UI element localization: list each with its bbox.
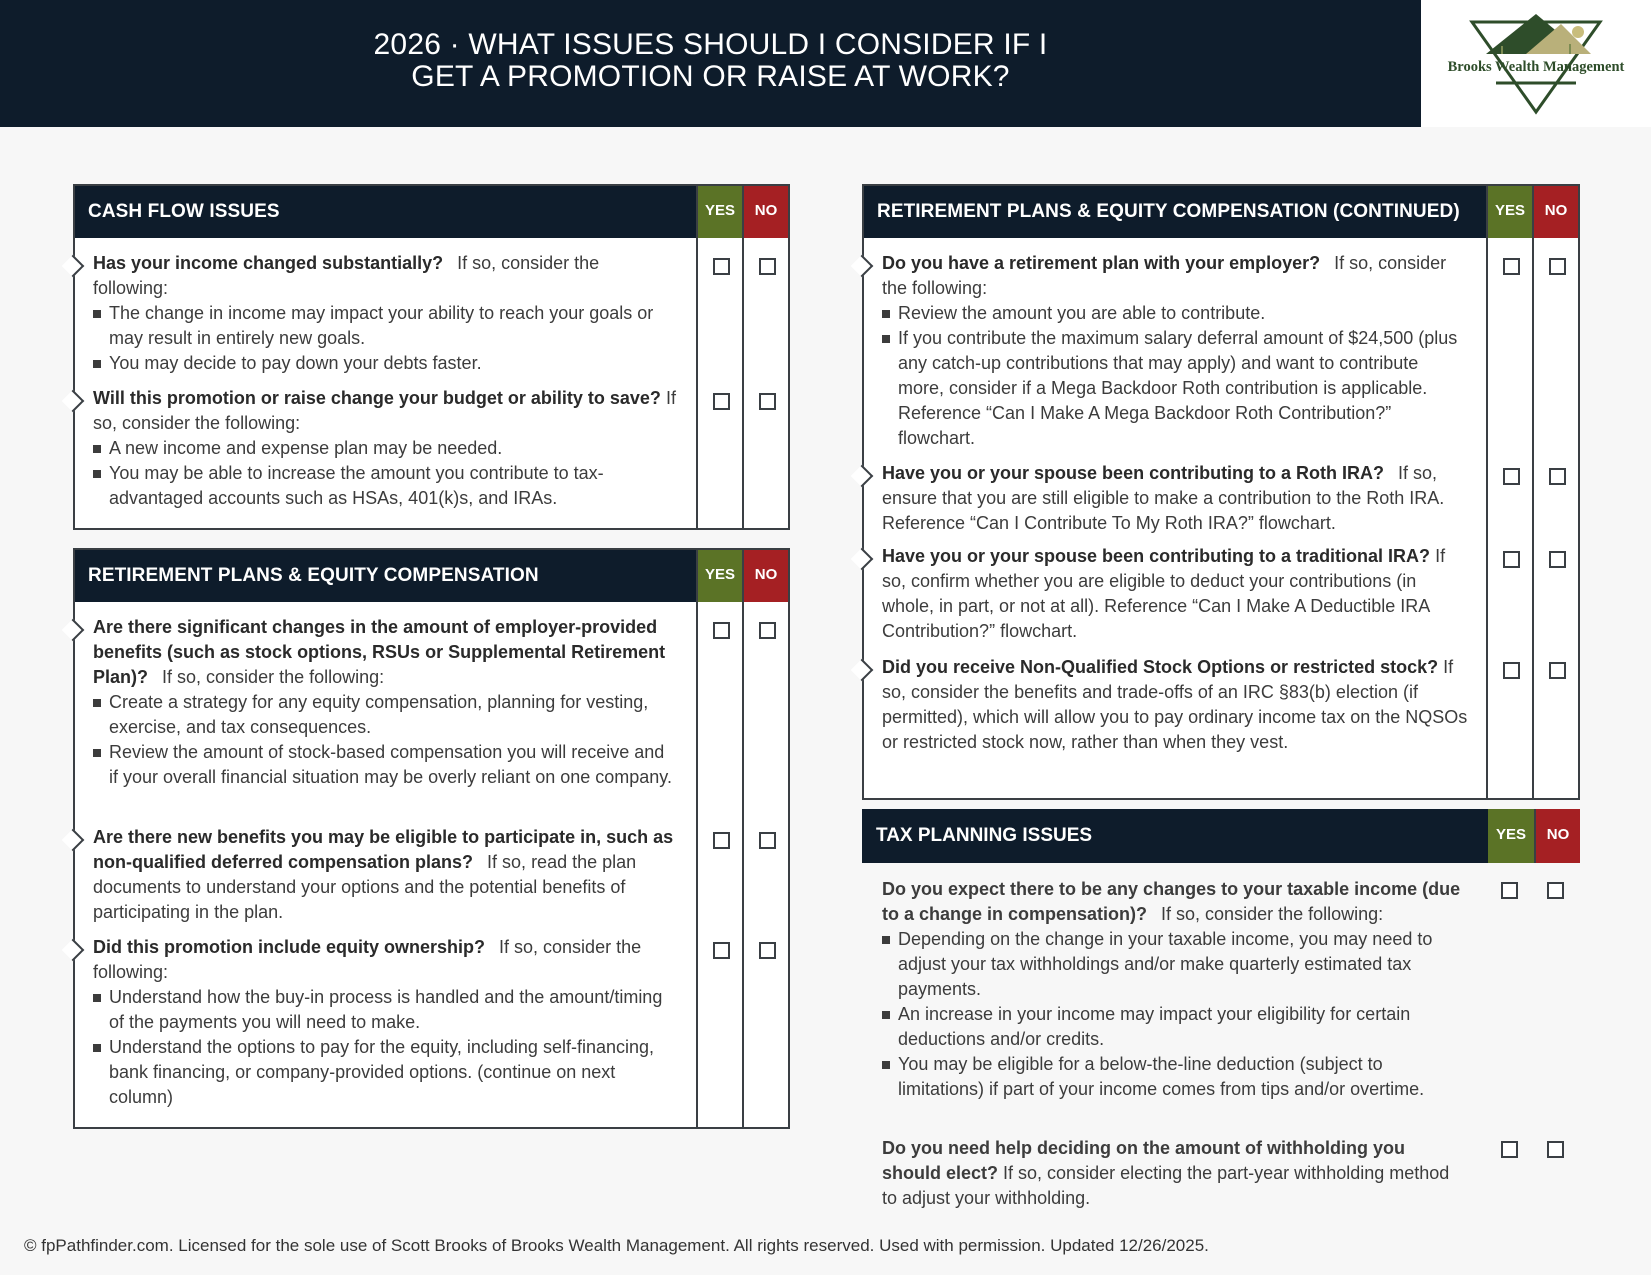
- yes-checkbox[interactable]: [1501, 882, 1518, 899]
- no-checkbox[interactable]: [1549, 258, 1566, 275]
- no-column-header: NO: [1534, 809, 1580, 863]
- question-text: Are there significant changes in the amount of employer-provided benefits (such as stock options, RSUs or Supplemental Retirement Plan)?: [93, 617, 666, 687]
- column-divider: [696, 238, 698, 528]
- question-item: [93, 251, 678, 376]
- no-checkbox[interactable]: [1549, 551, 1566, 568]
- question-text: Have you or your spouse been contributing to a Roth IRA?: [882, 463, 1385, 483]
- bullet-list: [882, 301, 1468, 451]
- section-header: [75, 186, 788, 238]
- question-follow: If so, consider electing the part-year withholding method to adjust your withholding.: [882, 1163, 1450, 1208]
- question-follow: If so, consider the following:: [93, 388, 676, 433]
- question-text: Do you have a retirement plan with your employer?: [882, 253, 1321, 273]
- question-text: Have you or your spouse been contributing to a traditional IRA?: [882, 546, 1431, 566]
- question-item: [882, 461, 1468, 536]
- no-checkbox[interactable]: [759, 942, 776, 959]
- yes-column-header: YES: [696, 550, 742, 602]
- question-follow: If so, consider the following:: [93, 253, 600, 298]
- bullet-list: [882, 927, 1462, 1102]
- bullet-list: [93, 301, 678, 376]
- question-text: Has your income changed substantially?: [93, 253, 444, 273]
- bullet-item: Understand the options to pay for the equity, including self-financing, bank financing, or company-provided options. (continue on next column): [93, 1035, 678, 1110]
- no-checkbox[interactable]: [1549, 468, 1566, 485]
- retirement-section: [73, 548, 790, 1129]
- no-checkbox[interactable]: [759, 622, 776, 639]
- bullet-item: You may be able to increase the amount you contribute to tax-advantaged accounts such as HSAs, 401(k)s, and IRAs.: [93, 461, 678, 511]
- bullet-item: Understand how the buy-in process is handled and the amount/timing of the payments you will need to make.: [93, 985, 678, 1035]
- yes-checkbox[interactable]: [713, 832, 730, 849]
- section-title: TAX PLANNING ISSUES: [876, 825, 1093, 846]
- question-text: Are there new benefits you may be eligible to participate in, such as non-qualified deferred compensation plans?: [93, 827, 674, 872]
- bullet-item: The change in income may impact your ability to reach your goals or may result in entirely new goals.: [93, 301, 678, 351]
- yes-checkbox[interactable]: [1503, 551, 1520, 568]
- question-text: Do you expect there to be any changes to your taxable income (due to a change in compensation)?: [882, 879, 1461, 924]
- column-divider: [1486, 238, 1488, 798]
- section-title: RETIREMENT PLANS & EQUITY COMPENSATION (CONTINUED): [877, 201, 1460, 222]
- yes-checkbox[interactable]: [1503, 662, 1520, 679]
- question-item: [93, 386, 678, 511]
- tax-question-item: [882, 877, 1462, 1102]
- yes-column-header: YES: [1486, 186, 1532, 238]
- column-divider: [696, 602, 698, 1127]
- yes-checkbox[interactable]: [713, 942, 730, 959]
- yes-checkbox[interactable]: [713, 622, 730, 639]
- page-title-line-1: 2026 · WHAT ISSUES SHOULD I CONSIDER IF I: [373, 28, 1048, 61]
- logo-text: Brooks Wealth Management: [1447, 59, 1625, 75]
- question-follow: If so, read the plan documents to understand your options and the potential benefits of participating in the plan.: [93, 852, 637, 922]
- no-column-header: NO: [1532, 186, 1578, 238]
- question-text: Did you receive Non-Qualified Stock Options or restricted stock?: [882, 657, 1439, 677]
- question-follow: If so, consider the benefits and trade-offs of an IRC §83(b) election (if permitted), which will allow you to pay ordinary income tax on the NQSOs or restricted stock now, rather than when they vest.: [882, 657, 1468, 752]
- tax-planning-header: [862, 809, 1580, 863]
- bullet-item: An increase in your income may impact your eligibility for certain deductions and/or credits.: [882, 1002, 1462, 1052]
- column-divider: [742, 602, 744, 1127]
- question-follow: If so, consider the following:: [1161, 904, 1384, 924]
- section-title: RETIREMENT PLANS & EQUITY COMPENSATION: [88, 565, 539, 586]
- yes-column-header: YES: [1488, 809, 1534, 863]
- company-logo: [1421, 0, 1651, 127]
- cash-flow-section: [73, 184, 790, 530]
- bullet-item: A new income and expense plan may be needed.: [93, 436, 678, 461]
- page-title-line-2: GET A PROMOTION OR RAISE AT WORK?: [411, 60, 1010, 93]
- section-body: [864, 238, 1578, 798]
- yes-checkbox[interactable]: [713, 258, 730, 275]
- bullet-list: [93, 690, 678, 790]
- question-item: [93, 935, 678, 1110]
- bullet-item: You may be eligible for a below-the-line deduction (subject to limitations) if part of your income comes from tips and/or overtime.: [882, 1052, 1462, 1102]
- question-item: [93, 615, 678, 790]
- section-header: [75, 550, 788, 602]
- no-checkbox[interactable]: [1549, 662, 1566, 679]
- no-checkbox[interactable]: [1547, 1141, 1564, 1158]
- section-body: [75, 602, 788, 1127]
- no-checkbox[interactable]: [759, 258, 776, 275]
- bullet-list: [93, 436, 678, 511]
- yes-checkbox[interactable]: [1503, 258, 1520, 275]
- question-item: [93, 825, 678, 925]
- no-checkbox[interactable]: [759, 832, 776, 849]
- no-column-header: NO: [742, 550, 788, 602]
- question-text: Will this promotion or raise change your budget or ability to save?: [93, 388, 661, 408]
- column-divider: [1532, 238, 1534, 798]
- question-text: Did this promotion include equity ownership?: [93, 937, 486, 957]
- footer-copyright: © fpPathfinder.com. Licensed for the sole use of Scott Brooks of Brooks Wealth Management. All rights reserved. Used with permission. Updated 12/26/2025.: [24, 1236, 1209, 1255]
- yes-checkbox[interactable]: [713, 393, 730, 410]
- bullet-item: If you contribute the maximum salary deferral amount of $24,500 (plus any catch-up contributions that may apply) and want to contribute more, consider if a Mega Backdoor Roth contribution is applicable. Reference “Can I Make A Mega Backdoor Roth Contribution?” flowchart.: [882, 326, 1468, 451]
- bullet-item: Review the amount you are able to contribute.: [882, 301, 1468, 326]
- retirement-continued-section: [862, 184, 1580, 800]
- no-checkbox[interactable]: [1547, 882, 1564, 899]
- bullet-item: Review the amount of stock-based compensation you will receive and if your overall financial situation may be overly reliant on one company.: [93, 740, 678, 790]
- yes-checkbox[interactable]: [1503, 468, 1520, 485]
- bullet-item: Depending on the change in your taxable income, you may need to adjust your tax withholdings and/or make quarterly estimated tax payments.: [882, 927, 1462, 1002]
- question-item: [882, 544, 1468, 644]
- tax-question-item: [882, 1136, 1462, 1211]
- section-title: CASH FLOW ISSUES: [88, 201, 280, 222]
- bullet-list: [93, 985, 678, 1110]
- page-title: [0, 29, 1421, 93]
- section-body: [75, 238, 788, 528]
- section-header: [864, 186, 1578, 238]
- question-item: [882, 251, 1468, 451]
- question-follow: If so, consider the following:: [882, 253, 1447, 298]
- yes-column-header: YES: [696, 186, 742, 238]
- question-follow: If so, consider the following:: [93, 937, 642, 982]
- question-text: Do you need help deciding on the amount of withholding you should elect?: [882, 1138, 1405, 1183]
- bullet-item: Create a strategy for any equity compensation, planning for vesting, exercise, and tax consequences.: [93, 690, 678, 740]
- bullet-item: You may decide to pay down your debts faster.: [93, 351, 678, 376]
- yes-checkbox[interactable]: [1501, 1141, 1518, 1158]
- column-divider: [742, 238, 744, 528]
- no-checkbox[interactable]: [759, 393, 776, 410]
- question-follow: If so, confirm whether you are eligible to deduct your contributions (in whole, in part, or not at all). Reference “Can I Make A Deductible IRA Contribution?” flowchart.: [882, 546, 1446, 641]
- no-column-header: NO: [742, 186, 788, 238]
- page-header: [0, 0, 1421, 127]
- question-follow: If so, consider the following:: [162, 667, 385, 687]
- question-item: [882, 655, 1468, 755]
- question-follow: If so, ensure that you are still eligible to make a contribution to the Roth IRA. Reference “Can I Contribute To My Roth IRA?” flowchart.: [882, 463, 1445, 533]
